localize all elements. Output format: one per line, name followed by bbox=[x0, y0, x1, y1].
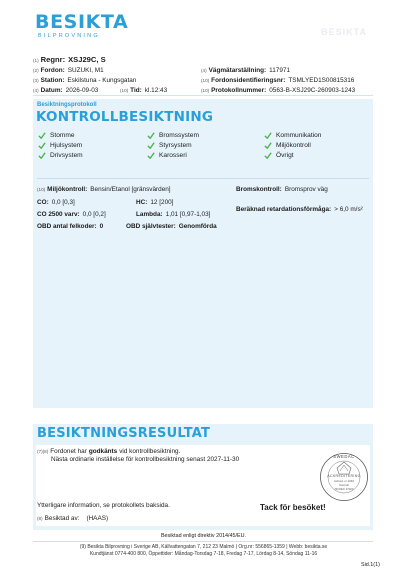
hc-value: 12 [200] bbox=[150, 199, 174, 206]
checkmark-icon bbox=[147, 132, 155, 139]
customer-service-hours: Kundtjänst 0774-400 800, Öppettider: Måndag-Torsdag 7-18, Fredag 7-17, Lördag 8-14, Söndag 11-16 bbox=[89, 551, 318, 557]
field-number: (7)(8) bbox=[37, 449, 49, 454]
station-label: Station: bbox=[40, 77, 65, 84]
seal-line1: Ackred. nr 1040 bbox=[334, 479, 354, 483]
field-number: (3) bbox=[33, 78, 39, 83]
retardation-row bbox=[236, 206, 363, 213]
checkmark-icon bbox=[264, 142, 272, 149]
station-value: Eskilstuna - Kungsgatan bbox=[67, 77, 137, 84]
obd-faults-value: 0 bbox=[99, 223, 104, 230]
regnr-label: Regnr: bbox=[40, 55, 66, 64]
date-row bbox=[33, 87, 98, 94]
checkmark-icon bbox=[147, 142, 155, 149]
obd-self-value: Genomförda bbox=[178, 223, 217, 230]
inspected-by-row bbox=[37, 515, 108, 522]
field-number: (10) bbox=[37, 187, 46, 192]
field-number: (2) bbox=[33, 68, 39, 73]
lambda-row bbox=[136, 211, 210, 218]
checkmark-icon bbox=[264, 132, 272, 139]
checkmark-icon bbox=[264, 152, 272, 159]
check-item bbox=[147, 142, 264, 150]
vehicle-row bbox=[33, 67, 104, 74]
result-post-text: vid kontrollbesiktning. bbox=[119, 448, 181, 455]
obd-faults-label: OBD antal felkoder: bbox=[37, 223, 97, 230]
check-item bbox=[38, 152, 147, 160]
odometer-row bbox=[201, 67, 290, 74]
checklist-divider bbox=[37, 178, 369, 179]
watermark-logo: BESIKTA bbox=[321, 27, 367, 37]
date-value: 2026-09-03 bbox=[65, 87, 99, 94]
besikta-logo bbox=[35, 13, 128, 39]
field-number: (4) bbox=[201, 68, 207, 73]
seal-top-text: SWEDAC bbox=[333, 454, 355, 459]
vehicle-value: SUZUKI, M1 bbox=[67, 67, 104, 74]
station-row bbox=[33, 77, 136, 84]
odometer-label: Vägmätarställning: bbox=[208, 67, 267, 74]
header-divider bbox=[33, 95, 373, 96]
emission-label: Miljökontroll: bbox=[47, 186, 88, 193]
co2500-value: 0,0 [0,2] bbox=[82, 211, 106, 218]
protocol-number-label: Protokollnummer: bbox=[211, 87, 267, 94]
result-pre-text: Fordonet har bbox=[50, 448, 87, 455]
obd-faults-row bbox=[37, 223, 103, 230]
seal-arc-text: ACKREDITERING bbox=[327, 474, 361, 478]
result-approved: godkänts bbox=[88, 448, 118, 455]
brake-value: Bromsprov väg bbox=[284, 186, 328, 193]
check-item bbox=[38, 142, 147, 150]
check-label: Bromssystem bbox=[159, 132, 199, 139]
co-row bbox=[37, 199, 75, 206]
check-label: Hjulsystem bbox=[50, 142, 83, 150]
obd-self-label: OBD självtester: bbox=[126, 223, 176, 230]
time-row bbox=[120, 87, 167, 94]
seal-line2: Kontroll bbox=[339, 483, 349, 487]
more-info-text: Ytterligare information, se protokollets baksida. bbox=[37, 502, 170, 509]
retardation-value: > 6,0 m/s² bbox=[334, 206, 363, 213]
check-item bbox=[38, 132, 147, 140]
inspection-checklist bbox=[38, 132, 379, 160]
check-item bbox=[147, 152, 264, 160]
directive-text: Besiktad enligt direktiv 2014/45/EU. bbox=[160, 533, 247, 539]
vin-row bbox=[201, 77, 354, 84]
company-info: (9) Besikta Bilprovning i Sverige AB, Källvattengatan 7, 212 23 Malmö | Org.nr: 556865-1359 | Webb: besikta.se bbox=[79, 544, 328, 550]
protocol-number-value: 0563-B-XSJ29C-260903-1243 bbox=[269, 87, 356, 94]
next-inspection-text: Nästa ordinarie inställelse för kontrollbesiktning senast 2027-11-30 bbox=[51, 456, 240, 463]
field-number: (1) bbox=[33, 58, 39, 63]
regnr-row bbox=[33, 56, 106, 65]
check-label: Kommunikation bbox=[276, 132, 322, 139]
vin-value: TSMLYED1S00815316 bbox=[288, 77, 355, 84]
hc-label: HC: bbox=[136, 199, 148, 206]
thanks-text: Tack för besöket! bbox=[260, 503, 326, 512]
brake-label: Bromskontroll: bbox=[236, 186, 282, 193]
check-label: Miljökontroll bbox=[276, 142, 311, 150]
logo-subtitle: BILPROVNING bbox=[38, 33, 100, 39]
protocol-title: KONTROLLBESIKTNING bbox=[36, 109, 214, 125]
field-number: (10) bbox=[201, 88, 210, 93]
field-number: (4) bbox=[33, 88, 39, 93]
retardation-label: Beräknad retardationsförmåga: bbox=[236, 206, 332, 213]
footer-divider bbox=[33, 541, 373, 542]
lambda-value: 1,01 [0,97-1,03] bbox=[165, 211, 211, 218]
check-item bbox=[147, 132, 264, 140]
time-value: kl.12:43 bbox=[144, 87, 168, 94]
protocol-number-row bbox=[201, 87, 355, 94]
check-label: Karosseri bbox=[159, 152, 187, 160]
obd-self-row bbox=[126, 223, 217, 230]
lambda-label: Lambda: bbox=[136, 211, 163, 218]
seal-line3: ISO/IEC 17020 bbox=[334, 487, 354, 491]
field-number: (8) bbox=[37, 516, 43, 521]
regnr-value: XSJ29C, S bbox=[68, 55, 106, 64]
check-item bbox=[264, 132, 379, 140]
checkmark-icon bbox=[38, 132, 46, 139]
checkmark-icon bbox=[38, 152, 46, 159]
field-number: (10) bbox=[120, 88, 129, 93]
field-number: (10) bbox=[201, 78, 210, 83]
hc-row bbox=[136, 199, 173, 206]
logo-wordmark: BESIKTA bbox=[35, 11, 129, 33]
brake-row bbox=[236, 186, 328, 193]
odometer-value: 117971 bbox=[269, 67, 291, 74]
emission-value: Bensin/Etanol [gränsvärden] bbox=[90, 186, 171, 193]
result-title: BESIKTNINGSRESULTAT bbox=[37, 426, 211, 441]
swedac-accreditation-seal bbox=[319, 452, 369, 502]
date-label: Datum: bbox=[40, 87, 63, 94]
protocol-subtitle: Besiktningsprotokoll bbox=[37, 102, 97, 108]
time-label: Tid: bbox=[130, 87, 142, 94]
check-label: Stomme bbox=[50, 132, 75, 139]
inspected-by-label: Besiktad av: bbox=[44, 515, 80, 522]
checkmark-icon bbox=[38, 142, 46, 149]
check-item bbox=[264, 142, 379, 150]
checkmark-icon bbox=[147, 152, 155, 159]
co2500-row bbox=[37, 211, 106, 218]
vin-label: Fordonsidentifieringsnr: bbox=[211, 77, 286, 84]
inspected-by-value: (HAAS) bbox=[86, 515, 109, 522]
vehicle-label: Fordon: bbox=[40, 67, 65, 74]
page-number: Sid.1(1) bbox=[361, 562, 380, 568]
co2500-label: CO 2500 varv: bbox=[37, 211, 80, 218]
check-label: Övrigt bbox=[276, 152, 294, 160]
emission-header bbox=[37, 186, 171, 193]
check-item bbox=[264, 152, 379, 160]
check-label: Drivsystem bbox=[50, 152, 83, 160]
co-value: 0,0 [0,3] bbox=[51, 199, 75, 206]
result-line bbox=[37, 448, 180, 455]
check-label: Styrsystem bbox=[159, 142, 192, 150]
co-label: CO: bbox=[37, 199, 49, 206]
